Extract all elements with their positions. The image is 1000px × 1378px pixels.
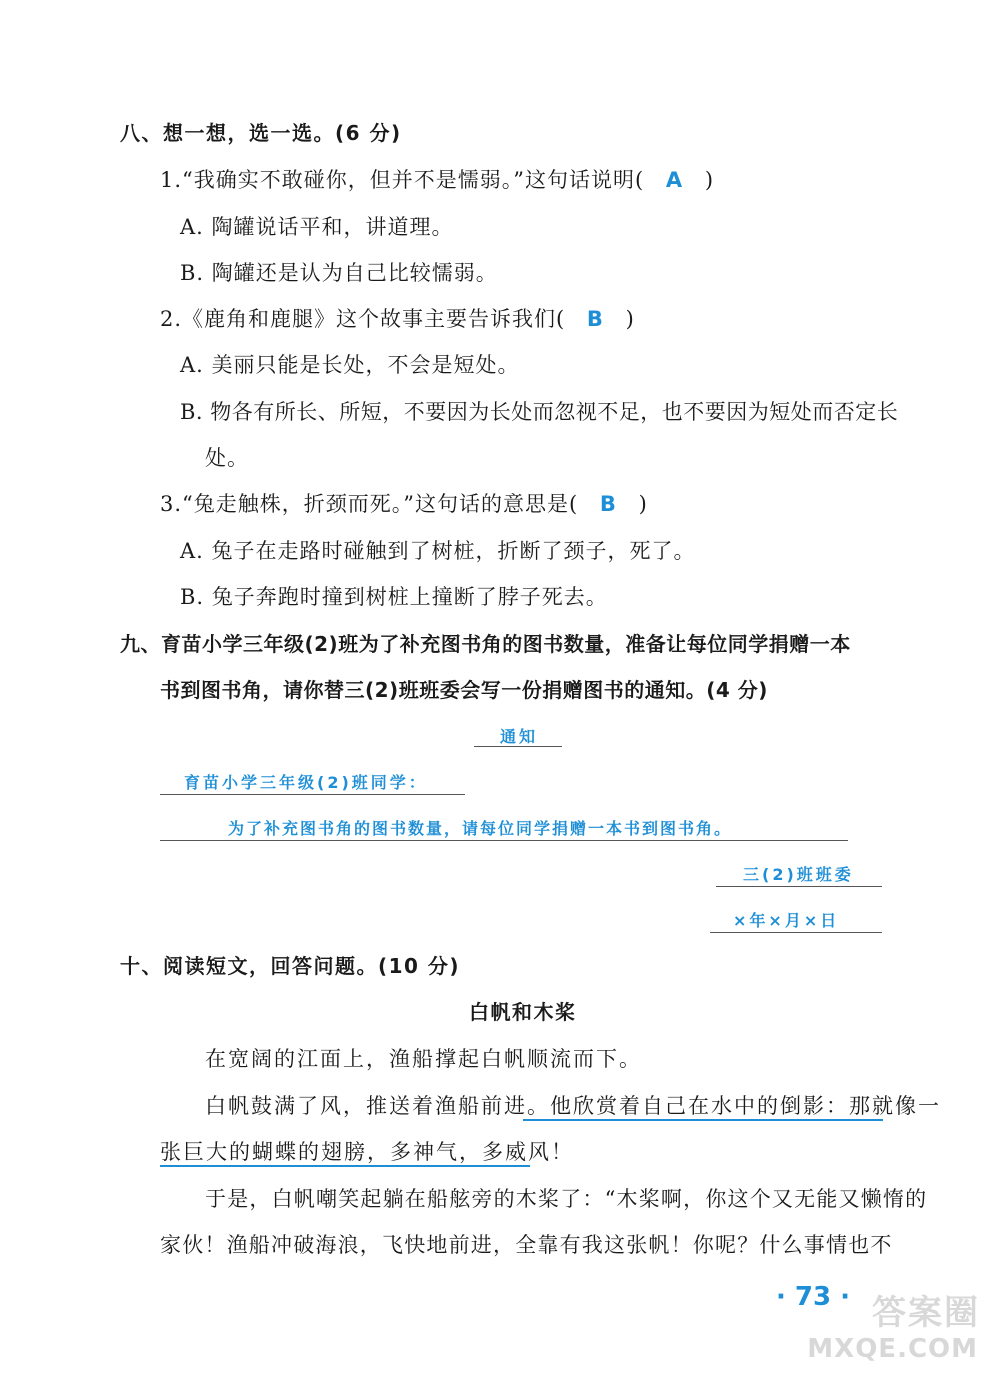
section-9-line-1: 九、育苗小学三年级(2)班为了补充图书角的图书数量，准备让每位同学捐赠一本 (120, 632, 851, 656)
question-3-stem: 3.“兔走触株，折颈而死。”这句话的意思是( (160, 492, 579, 516)
notice-signer-line (716, 886, 882, 887)
notice-date: ×年×月×日 (733, 911, 840, 930)
passage-paragraph-1: 在宽阔的江面上，渔船撑起白帆顺流而下。 (205, 1047, 642, 1071)
watermark-url: MXQE.COM (807, 1334, 978, 1364)
question-1 (160, 165, 714, 195)
question-2-option-b-cont: 处。 (205, 446, 249, 470)
notice-body-line (160, 840, 848, 841)
passage-paragraph-2 (205, 1091, 941, 1121)
passage-title: 白帆和木桨 (469, 1000, 577, 1024)
question-1-answer: A (665, 168, 684, 192)
notice-title-line (474, 746, 562, 747)
question-2-close: ) (625, 307, 635, 331)
notice-date-line (710, 932, 882, 933)
question-2-stem: 2.《鹿角和鹿腿》这个故事主要告诉我们( (160, 307, 566, 331)
notice-body: 为了补充图书角的图书数量，请每位同学捐赠一本书到图书角。 (228, 819, 733, 838)
watermark-logo: 答案圈 (872, 1293, 980, 1333)
passage-marked-underline-1 (523, 1119, 883, 1121)
notice-salutation: 育苗小学三年级(2)班同学： (184, 773, 428, 792)
question-2-answer: B (586, 307, 604, 331)
question-3-close: ) (638, 492, 648, 516)
passage-paragraph-2-plain: 白帆鼓满了风，推送着渔船前进。 (205, 1094, 550, 1118)
question-2-option-b: B. 物各有所长、所短，不要因为长处而忽视不足，也不要因为短处而否定长 (180, 400, 899, 424)
section-9-line-2: 书到图书角，请你替三(2)班班委会写一份捐赠图书的通知。(4 分) (160, 678, 768, 702)
passage-paragraph-3: 于是，白帆嘲笑起躺在船舷旁的木桨了：“木桨啊，你这个又无能又懒惰的 (205, 1187, 928, 1211)
notice-salutation-line (160, 794, 465, 795)
question-3-option-b: B. 兔子奔跑时撞到树桩上撞断了脖子死去。 (180, 585, 608, 609)
question-3-answer: B (599, 492, 617, 516)
question-2 (160, 304, 635, 334)
section-8-title: 八、想一想，选一选。(6 分) (120, 121, 402, 145)
section-10-title: 十、阅读短文，回答问题。(10 分) (120, 954, 461, 978)
question-1-option-b: B. 陶罐还是认为自己比较懦弱。 (180, 261, 498, 285)
page-number: · 73 · (775, 1282, 850, 1312)
question-1-close: ) (704, 168, 715, 192)
passage-paragraph-2-cont: 张巨大的蝴蝶的翅膀，多神气，多威风！ (160, 1140, 574, 1164)
question-1-stem: 1.“我确实不敢碰你，但并不是懦弱。”这句话说明( (160, 168, 645, 192)
question-1-option-a: A. 陶罐说话平和，讲道理。 (180, 215, 454, 239)
notice-title: 通知 (500, 727, 539, 746)
question-2-option-a: A. 美丽只能是长处，不会是短处。 (180, 353, 520, 377)
question-3 (160, 489, 648, 519)
passage-paragraph-3-cont: 家伙！渔船冲破海浪，飞快地前进，全靠有我这张帆！你呢？什么事情也不 (160, 1233, 893, 1257)
passage-paragraph-2-marked: 他欣赏着自己在水中的倒影：那就像一 (550, 1094, 941, 1118)
question-3-option-a: A. 兔子在走路时碰触到了树桩，折断了颈子，死了。 (180, 539, 696, 563)
notice-signer: 三(2)班班委 (743, 865, 854, 884)
passage-marked-underline-2 (160, 1165, 530, 1167)
